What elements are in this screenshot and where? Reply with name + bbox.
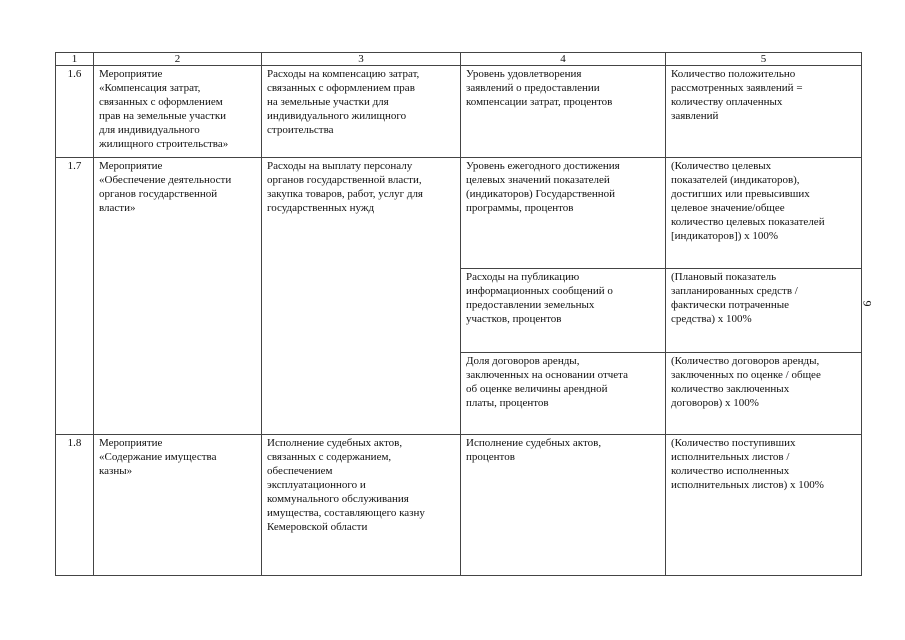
indicator-cell [461, 269, 666, 353]
cell-text-line: (Количество целевых [671, 160, 772, 172]
cell-text-line: Доля договоров аренды, [466, 355, 580, 367]
cell-text-line: рассмотренных заявлений = [671, 81, 803, 94]
indicator-cell [461, 66, 666, 158]
cell-text-line: (индикаторов) Государственной [466, 187, 616, 200]
row-number-cell: 1.6 [56, 66, 94, 158]
cell-text-line: связанных с содержанием, [267, 450, 392, 463]
cell-text-line: государственных нужд [267, 201, 375, 214]
cell-text-line: «Обеспечение деятельности [99, 173, 232, 186]
header-cell-3: 3 [262, 53, 461, 66]
cell-text-line: закупка товаров, работ, услуг для [267, 187, 423, 200]
cell-text-line: договоров) х 100% [671, 396, 759, 409]
cell-text-line: имущества, составляющего казну [267, 506, 425, 519]
cell-text-line: об оценке величины арендной [466, 382, 608, 395]
measure-cell [94, 66, 262, 158]
header-cell-5: 5 [666, 53, 862, 66]
cell-text-line: заявлений о предоставлении [466, 81, 600, 94]
formula-cell [666, 158, 862, 269]
cell-text-line: средства) х 100% [671, 312, 752, 325]
header-cell-2: 2 [94, 53, 262, 66]
cell-text-line: (Количество поступивших [671, 437, 796, 449]
cell-text-line: компенсации затрат, процентов [466, 95, 613, 108]
cell-text-line: Расходы на публикацию [466, 271, 580, 283]
cell-text-line: целевых значений показателей [466, 173, 610, 186]
cell-text-line: предоставлении земельных [466, 298, 595, 311]
cell-text-line: обеспечением [267, 464, 333, 477]
cell-text-line: заключенных на основании отчета [466, 368, 628, 381]
cell-text-line: связанных с оформлением прав [267, 81, 415, 94]
expense-cell [262, 158, 461, 435]
cell-text-line: показателей (индикаторов), [671, 173, 800, 186]
cell-text-line: заявлений [671, 109, 719, 122]
cell-text-line: [индикаторов]) х 100% [671, 229, 779, 242]
cell-text-line: Расходы на компенсацию затрат, [267, 68, 420, 80]
measure-cell [94, 158, 262, 435]
cell-text-line: Мероприятие [99, 68, 163, 80]
cell-text-line: достигших или превысивших [671, 187, 810, 200]
cell-text-line: Исполнение судебных актов, [267, 437, 403, 449]
cell-text-line: на земельные участки для [267, 95, 389, 108]
cell-text-line: целевое значение/общее [671, 201, 785, 214]
cell-text-line: прав на земельные участки [99, 109, 227, 122]
cell-text-line: (Плановый показатель [671, 271, 777, 283]
indicator-cell [461, 435, 666, 576]
formula-cell [666, 66, 862, 158]
cell-text-line: Кемеровской области [267, 520, 368, 533]
document-table [55, 52, 862, 576]
cell-text-line: платы, процентов [466, 396, 549, 409]
indicator-cell [461, 158, 666, 269]
cell-text-line: информационных сообщений о [466, 284, 613, 297]
cell-text-line: казны» [99, 464, 133, 477]
header-cell-4: 4 [461, 53, 666, 66]
cell-text-line: количество заключенных [671, 382, 790, 395]
expense-cell [262, 435, 461, 576]
cell-text-line: Мероприятие [99, 437, 163, 449]
cell-text-line: органов государственной [99, 187, 218, 200]
row-number-cell: 1.8 [56, 435, 94, 576]
page-number: 9 [860, 300, 875, 307]
cell-text-line: Исполнение судебных актов, [466, 437, 602, 449]
cell-text-line: фактически потраченные [671, 298, 790, 311]
formula-cell [666, 353, 862, 435]
cell-text-line: Мероприятие [99, 160, 163, 172]
cell-text-line: запланированных средств / [671, 284, 798, 297]
cell-text-line: (Количество договоров аренды, [671, 355, 820, 367]
cell-text-line: заключенных по оценке / общее [671, 368, 821, 381]
cell-text-line: количество исполненных [671, 464, 790, 477]
cell-text-line: Уровень ежегодного достижения [466, 160, 620, 172]
cell-text-line: строительства [267, 123, 334, 136]
cell-text-line: «Компенсация затрат, [99, 81, 201, 94]
table-row [56, 66, 862, 158]
indicator-cell [461, 353, 666, 435]
row-number-cell: 1.7 [56, 158, 94, 435]
cell-text-line: Количество положительно [671, 68, 796, 80]
cell-text-line: участков, процентов [466, 312, 562, 325]
table-row [56, 158, 862, 269]
measure-cell [94, 435, 262, 576]
header-row [56, 53, 862, 66]
cell-text-line: «Содержание имущества [99, 450, 217, 463]
cell-text-line: коммунального обслуживания [267, 492, 409, 505]
cell-text-line: эксплуатационного и [267, 478, 366, 491]
cell-text-line: количество целевых показателей [671, 215, 825, 228]
header-cell-1: 1 [56, 53, 94, 66]
cell-text-line: программы, процентов [466, 201, 574, 214]
cell-text-line: Уровень удовлетворения [466, 68, 582, 80]
cell-text-line: для индивидуального [99, 123, 200, 136]
cell-text-line: количеству оплаченных [671, 95, 783, 108]
cell-text-line: власти» [99, 201, 136, 214]
expense-cell [262, 66, 461, 158]
cell-text-line: процентов [466, 450, 515, 463]
cell-text-line: Расходы на выплату персоналу [267, 160, 413, 172]
formula-cell [666, 435, 862, 576]
formula-cell [666, 269, 862, 353]
cell-text-line: исполнительных листов) х 100% [671, 478, 824, 491]
cell-text-line: органов государственной власти, [267, 173, 422, 186]
cell-text-line: индивидуального жилищного [267, 109, 407, 122]
cell-text-line: жилищного строительства» [99, 137, 229, 150]
table-row [56, 435, 862, 576]
cell-text-line: исполнительных листов / [671, 450, 790, 463]
cell-text-line: связанных с оформлением [99, 95, 223, 108]
